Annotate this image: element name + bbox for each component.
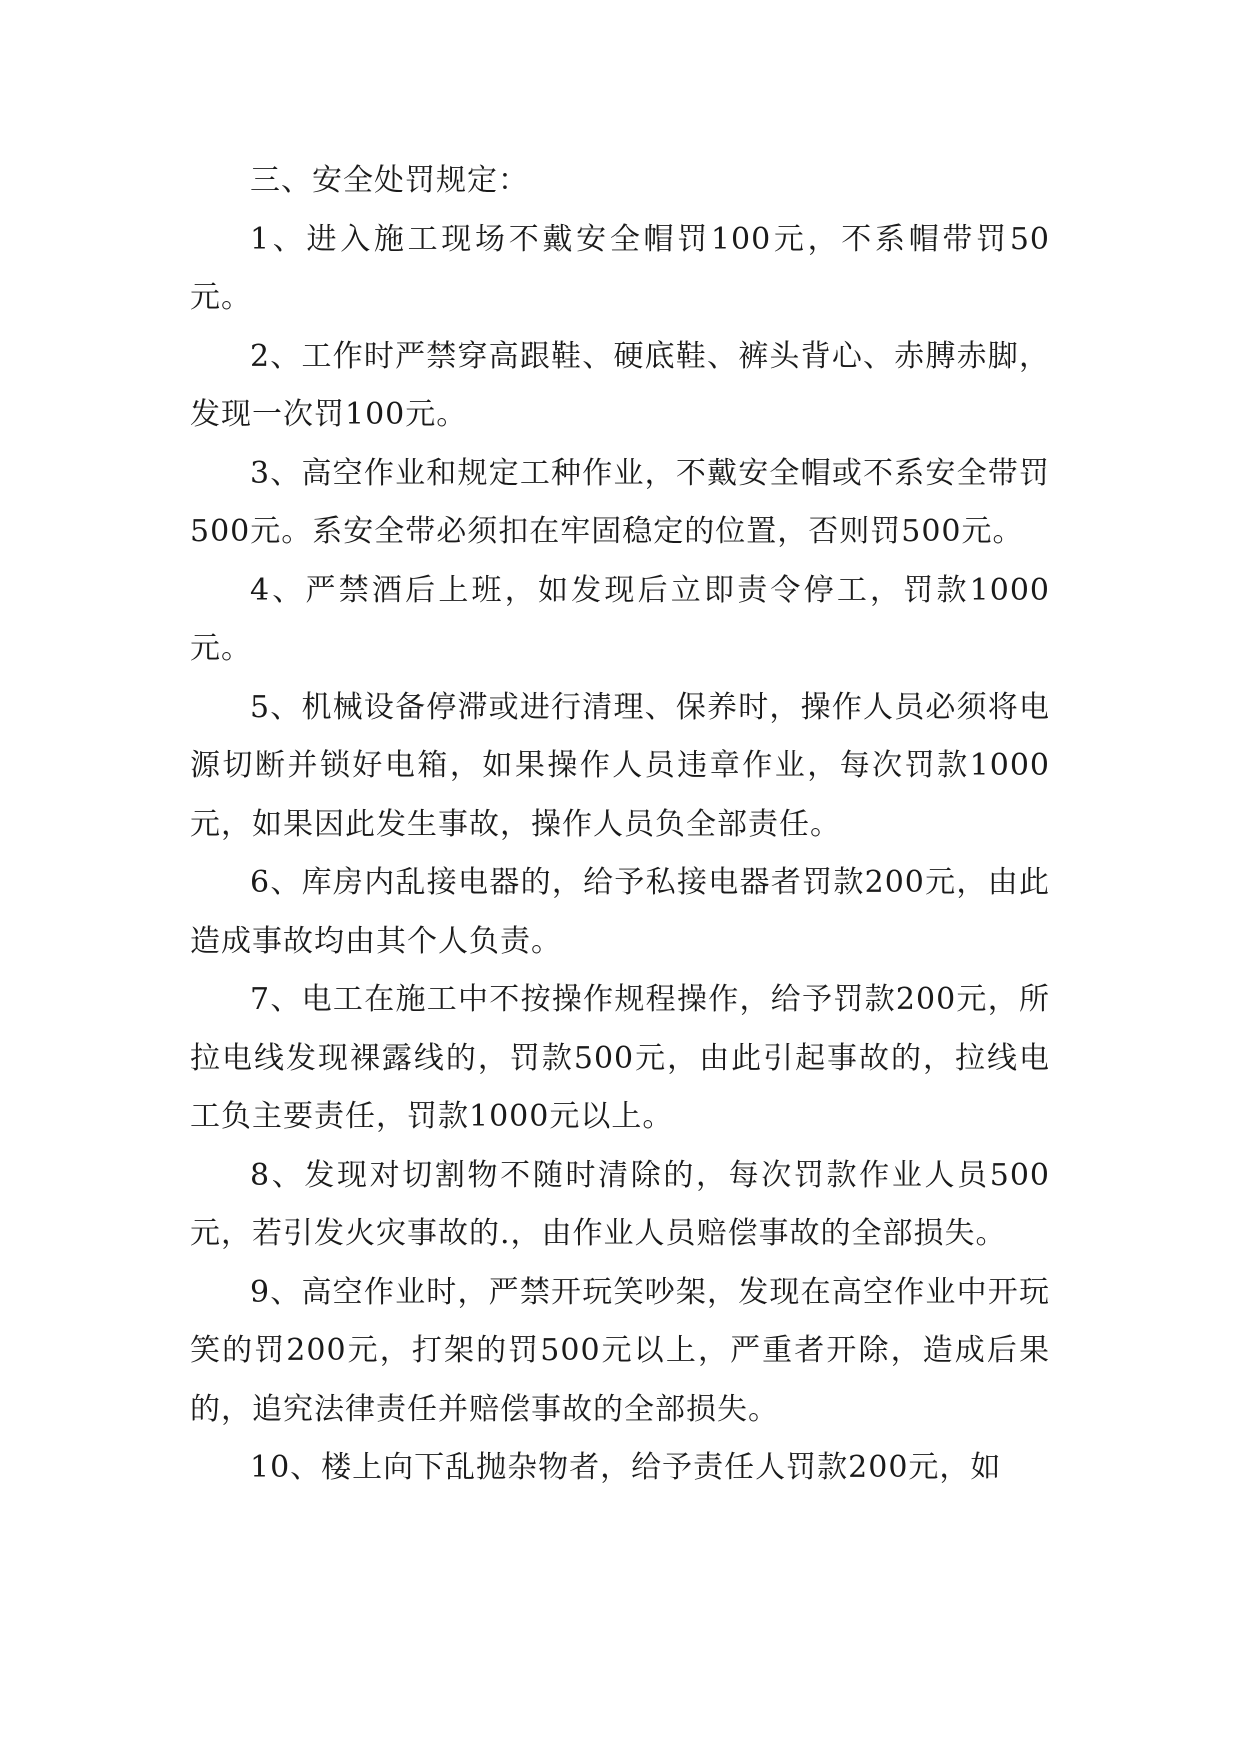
rule-paragraph-9: 9、高空作业时，严禁开玩笑吵架，发现在高空作业中开玩笑的罚200元，打架的罚500元以上，严重者开除，造成后果的，追究法律责任并赔偿事故的全部损失。 [190, 1274, 1050, 1427]
document-body [190, 152, 1050, 1498]
section-heading: 三、安全处罚规定： [250, 163, 529, 198]
rule-paragraph-5: 5、机械设备停滞或进行清理、保养时，操作人员必须将电源切断并锁好电箱，如果操作人员违章作业，每次罚款1000元，如果因此发生事故，操作人员负全部责任。 [190, 689, 1050, 842]
rule-paragraph-6: 6、库房内乱接电器的，给予私接电器者罚款200元，由此造成事故均由其个人负责。 [190, 865, 1050, 959]
rule-paragraph-1: 1、进入施工现场不戴安全帽罚100元，不系帽带罚50元。 [190, 221, 1050, 315]
rule-paragraph-10: 10、楼上向下乱抛杂物者，给予责任人罚款200元，如 [250, 1450, 1002, 1485]
rule-paragraph-3: 3、高空作业和规定工种作业，不戴安全帽或不系安全带罚500元。系安全带必须扣在牢固稳定的位置，否则罚500元。 [190, 455, 1050, 549]
rule-paragraph-8: 8、发现对切割物不随时清除的，每次罚款作业人员500元，若引发火灾事故的.，由作业人员赔偿事故的全部损失。 [190, 1157, 1050, 1251]
rule-paragraph-4: 4、严禁酒后上班，如发现后立即责令停工，罚款1000元。 [190, 572, 1050, 666]
rule-paragraph-2: 2、工作时严禁穿高跟鞋、硬底鞋、裤头背心、赤膊赤脚，发现一次罚100元。 [190, 338, 1050, 432]
rule-paragraph-7: 7、电工在施工中不按操作规程操作，给予罚款200元，所拉电线发现裸露线的，罚款500元，由此引起事故的，拉线电工负主要责任，罚款1000元以上。 [190, 982, 1050, 1134]
